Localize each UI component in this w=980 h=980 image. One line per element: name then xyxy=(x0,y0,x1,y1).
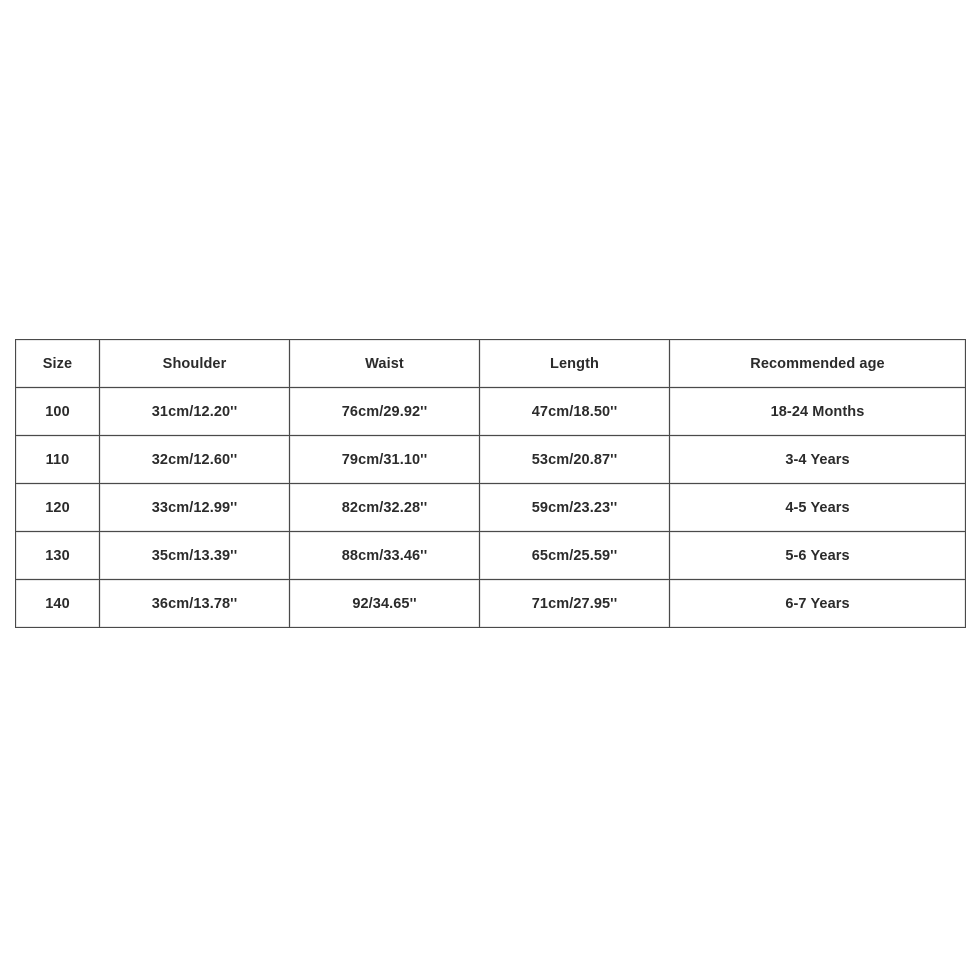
cell-length: 59cm/23.23'' xyxy=(480,484,670,532)
table-row xyxy=(16,436,966,484)
cell-shoulder: 36cm/13.78'' xyxy=(100,580,290,628)
cell-recommended-age: 18-24 Months xyxy=(670,388,966,436)
cell-length: 47cm/18.50'' xyxy=(480,388,670,436)
header-size: Size xyxy=(16,340,100,388)
header-length: Length xyxy=(480,340,670,388)
cell-length: 53cm/20.87'' xyxy=(480,436,670,484)
cell-size: 110 xyxy=(16,436,100,484)
cell-waist: 92/34.65'' xyxy=(290,580,480,628)
cell-shoulder: 33cm/12.99'' xyxy=(100,484,290,532)
cell-size: 100 xyxy=(16,388,100,436)
cell-length: 65cm/25.59'' xyxy=(480,532,670,580)
cell-recommended-age: 4-5 Years xyxy=(670,484,966,532)
cell-waist: 76cm/29.92'' xyxy=(290,388,480,436)
cell-shoulder: 32cm/12.60'' xyxy=(100,436,290,484)
table-row xyxy=(16,580,966,628)
cell-recommended-age: 5-6 Years xyxy=(670,532,966,580)
cell-size: 130 xyxy=(16,532,100,580)
cell-recommended-age: 3-4 Years xyxy=(670,436,966,484)
cell-shoulder: 35cm/13.39'' xyxy=(100,532,290,580)
table-row xyxy=(16,484,966,532)
table-row xyxy=(16,532,966,580)
header-shoulder: Shoulder xyxy=(100,340,290,388)
header-waist: Waist xyxy=(290,340,480,388)
cell-length: 71cm/27.95'' xyxy=(480,580,670,628)
table-header-row xyxy=(16,340,966,388)
cell-recommended-age: 6-7 Years xyxy=(670,580,966,628)
cell-shoulder: 31cm/12.20'' xyxy=(100,388,290,436)
cell-waist: 79cm/31.10'' xyxy=(290,436,480,484)
cell-size: 140 xyxy=(16,580,100,628)
cell-size: 120 xyxy=(16,484,100,532)
header-recommended-age: Recommended age xyxy=(670,340,966,388)
table-row xyxy=(16,388,966,436)
cell-waist: 88cm/33.46'' xyxy=(290,532,480,580)
cell-waist: 82cm/32.28'' xyxy=(290,484,480,532)
size-chart-table xyxy=(15,339,966,628)
